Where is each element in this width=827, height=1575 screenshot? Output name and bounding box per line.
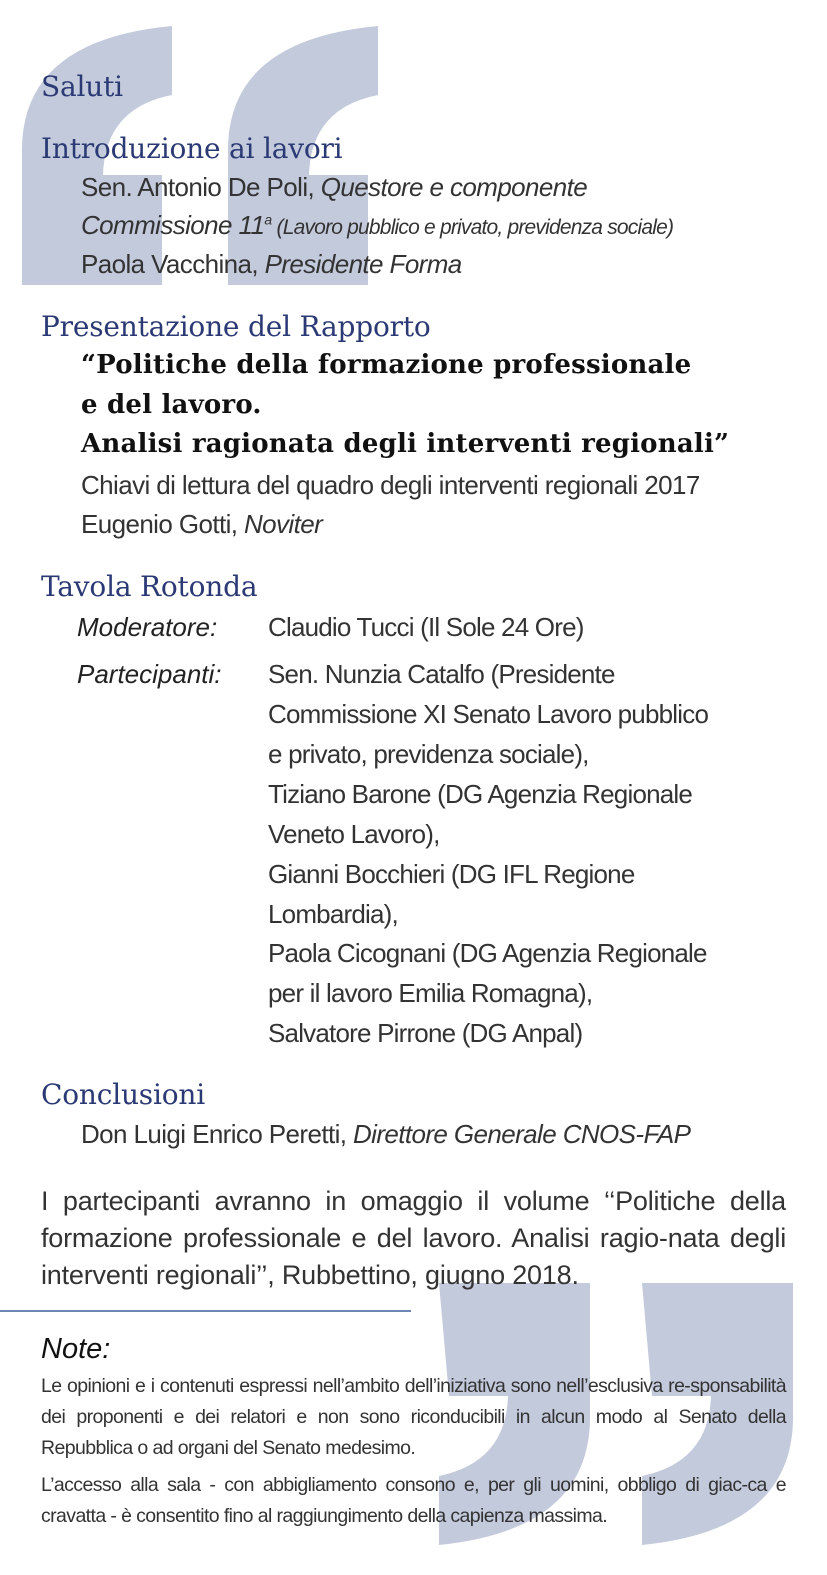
moderatore-label: Moderatore: <box>77 612 218 642</box>
report-title-line: e del lavoro. <box>81 390 262 420</box>
intro-line-1: Sen. Antonio De Poli, Questore e componente <box>81 172 588 202</box>
partecipanti-line: Veneto Lavoro), <box>268 819 440 849</box>
partecipanti-line: per il lavoro Emilia Romagna), <box>268 978 593 1008</box>
divider <box>0 1310 411 1312</box>
partecipanti-line: Gianni Bocchieri (DG IFL Regione <box>268 859 635 889</box>
note-title: Note: <box>41 1333 111 1365</box>
report-title-line: Analisi ragionata degli interventi regionali” <box>81 429 730 459</box>
intro-line-2: Commissione 11$^a$ (Lavoro pubblico e privato, previdenza sociale) <box>81 210 674 240</box>
report-title-line: “Politiche della formazione professionale <box>81 350 692 380</box>
partecipanti-line: Lombardia), <box>268 899 398 929</box>
note-paragraph: Le opinioni e i contenuti espressi nell’ambito dell’iniziativa sono nell’esclusiva re-sponsabilità dei proponenti e dei relatori e non sono riconducibili in alcun modo al Senato della Repubblica o ad organi del Senato medesimo. <box>41 1375 786 1459</box>
partecipanti-label: Partecipanti: <box>77 659 222 689</box>
report-subtitle: Chiavi di lettura del quadro degli interventi regionali 2017 <box>81 470 700 500</box>
partecipanti-line: Sen. Nunzia Catalfo (Presidente <box>268 659 615 689</box>
conclusioni-speaker: Don Luigi Enrico Peretti, Direttore Generale CNOS-FAP <box>81 1119 691 1149</box>
partecipanti-line: Salvatore Pirrone (DG Anpal) <box>268 1018 583 1048</box>
moderatore-name: Claudio Tucci (Il Sole 24 Ore) <box>268 612 584 642</box>
partecipanti-line: e privato, previdenza sociale), <box>268 739 589 769</box>
heading-saluti: Saluti <box>41 70 123 103</box>
heading-rapporto: Presentazione del Rapporto <box>41 310 431 343</box>
heading-tavola-rotonda: Tavola Rotonda <box>41 570 258 603</box>
intro-line-3: Paola Vacchina, Presidente Forma <box>81 249 462 279</box>
note-paragraph: L’accesso alla sala - con abbigliamento consono e, per gli uomini, obbligo di giac-ca e cravatta - è consentito fino al raggiungimento della capienza massima. <box>41 1474 786 1527</box>
partecipanti-line: Commissione XI Senato Lavoro pubblico <box>268 699 709 729</box>
omaggio-paragraph: I partecipanti avranno in omaggio il volume ‘‘Politiche della formazione professionale e del lavoro. Analisi ragio-nata degli interventi regionali’’, Rubbettino, giugno 2018. <box>41 1186 786 1290</box>
heading-conclusioni: Conclusioni <box>41 1078 205 1111</box>
report-speaker: Eugenio Gotti, Noviter <box>81 509 323 539</box>
heading-introduzione: Introduzione ai lavori <box>41 132 343 165</box>
partecipanti-line: Tiziano Barone (DG Agenzia Regionale <box>268 779 693 809</box>
partecipanti-line: Paola Cicognani (DG Agenzia Regionale <box>268 938 707 968</box>
